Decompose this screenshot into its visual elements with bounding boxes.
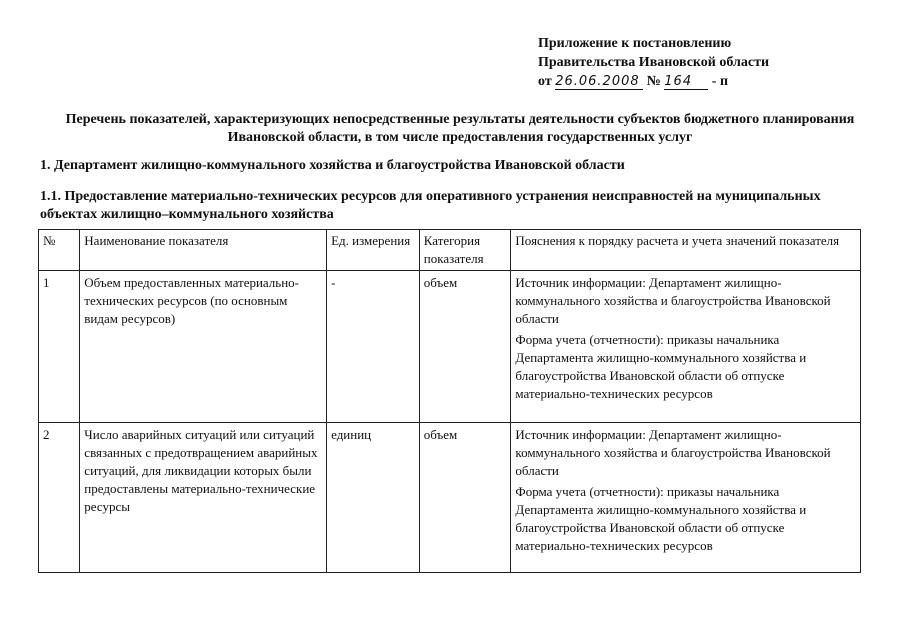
cell-name: Число аварийных ситуаций или ситуаций связанных с предотвращением аварийных ситуаций, для ликвидации которых были предоставлены материально-технические ресурсы <box>80 423 327 573</box>
indicators-table <box>38 229 861 573</box>
info-source: Источник информации: Департамент жилищно-коммунального хозяйства и благоустройства Ивановской области <box>515 427 831 478</box>
handwritten-date: 26.06.2008 <box>555 75 643 90</box>
appendix-header <box>538 34 769 91</box>
header-unit: Ед. измерения <box>327 230 420 271</box>
date-prefix: от <box>538 74 552 89</box>
cell-unit: единиц <box>327 423 420 573</box>
cell-name: Объем предоставленных материально-технических ресурсов (по основным видам ресурсов) <box>80 271 327 423</box>
table-row <box>39 271 861 423</box>
appendix-line-1: Приложение к постановлению <box>538 36 732 51</box>
cell-category: объем <box>419 423 511 573</box>
document-title: Перечень показателей, характеризующих непосредственные результаты деятельности субъектов бюджетного планирования Ивановской области, в том числе предоставления государственных услуг <box>65 112 855 145</box>
appendix-line-2: Правительства Ивановской области <box>538 55 770 70</box>
header-name: Наименование показателя <box>80 230 327 271</box>
cell-explanation <box>511 423 861 573</box>
info-source: Источник информации: Департамент жилищно-коммунального хозяйства и благоустройства Ивановской области <box>515 275 831 326</box>
section-heading: 1. Департамент жилищно-коммунального хозяйства и благоустройства Ивановской области <box>40 158 625 173</box>
number-suffix: - п <box>711 74 729 89</box>
report-form: Форма учета (отчетности): приказы начальника Департамента жилищно-коммунального хозяйства и благоустройства Ивановской области об отпуске материально-технических ресурсов <box>515 484 807 553</box>
header-category: Категория показателя <box>419 230 511 271</box>
appendix-date-line <box>538 72 769 91</box>
table-row <box>39 423 861 573</box>
table-header-row <box>39 230 861 271</box>
subsection-heading: 1.1. Предоставление материально-технических ресурсов для оперативного устранения неисправностей на муниципальных объектах жилищно–коммунального хозяйства <box>40 189 821 222</box>
report-form: Форма учета (отчетности): приказы начальника Департамента жилищно-коммунального хозяйства и благоустройства Ивановской области об отпуске материально-технических ресурсов <box>515 332 807 401</box>
cell-explanation <box>511 271 861 423</box>
header-number: № <box>39 230 80 271</box>
handwritten-number: 164 <box>664 75 708 90</box>
header-explanation: Пояснения к порядку расчета и учета значений показателя <box>511 230 861 271</box>
cell-number: 2 <box>39 423 80 573</box>
cell-unit: - <box>327 271 420 423</box>
cell-category: объем <box>419 271 511 423</box>
cell-number: 1 <box>39 271 80 423</box>
number-prefix: № <box>646 74 661 89</box>
